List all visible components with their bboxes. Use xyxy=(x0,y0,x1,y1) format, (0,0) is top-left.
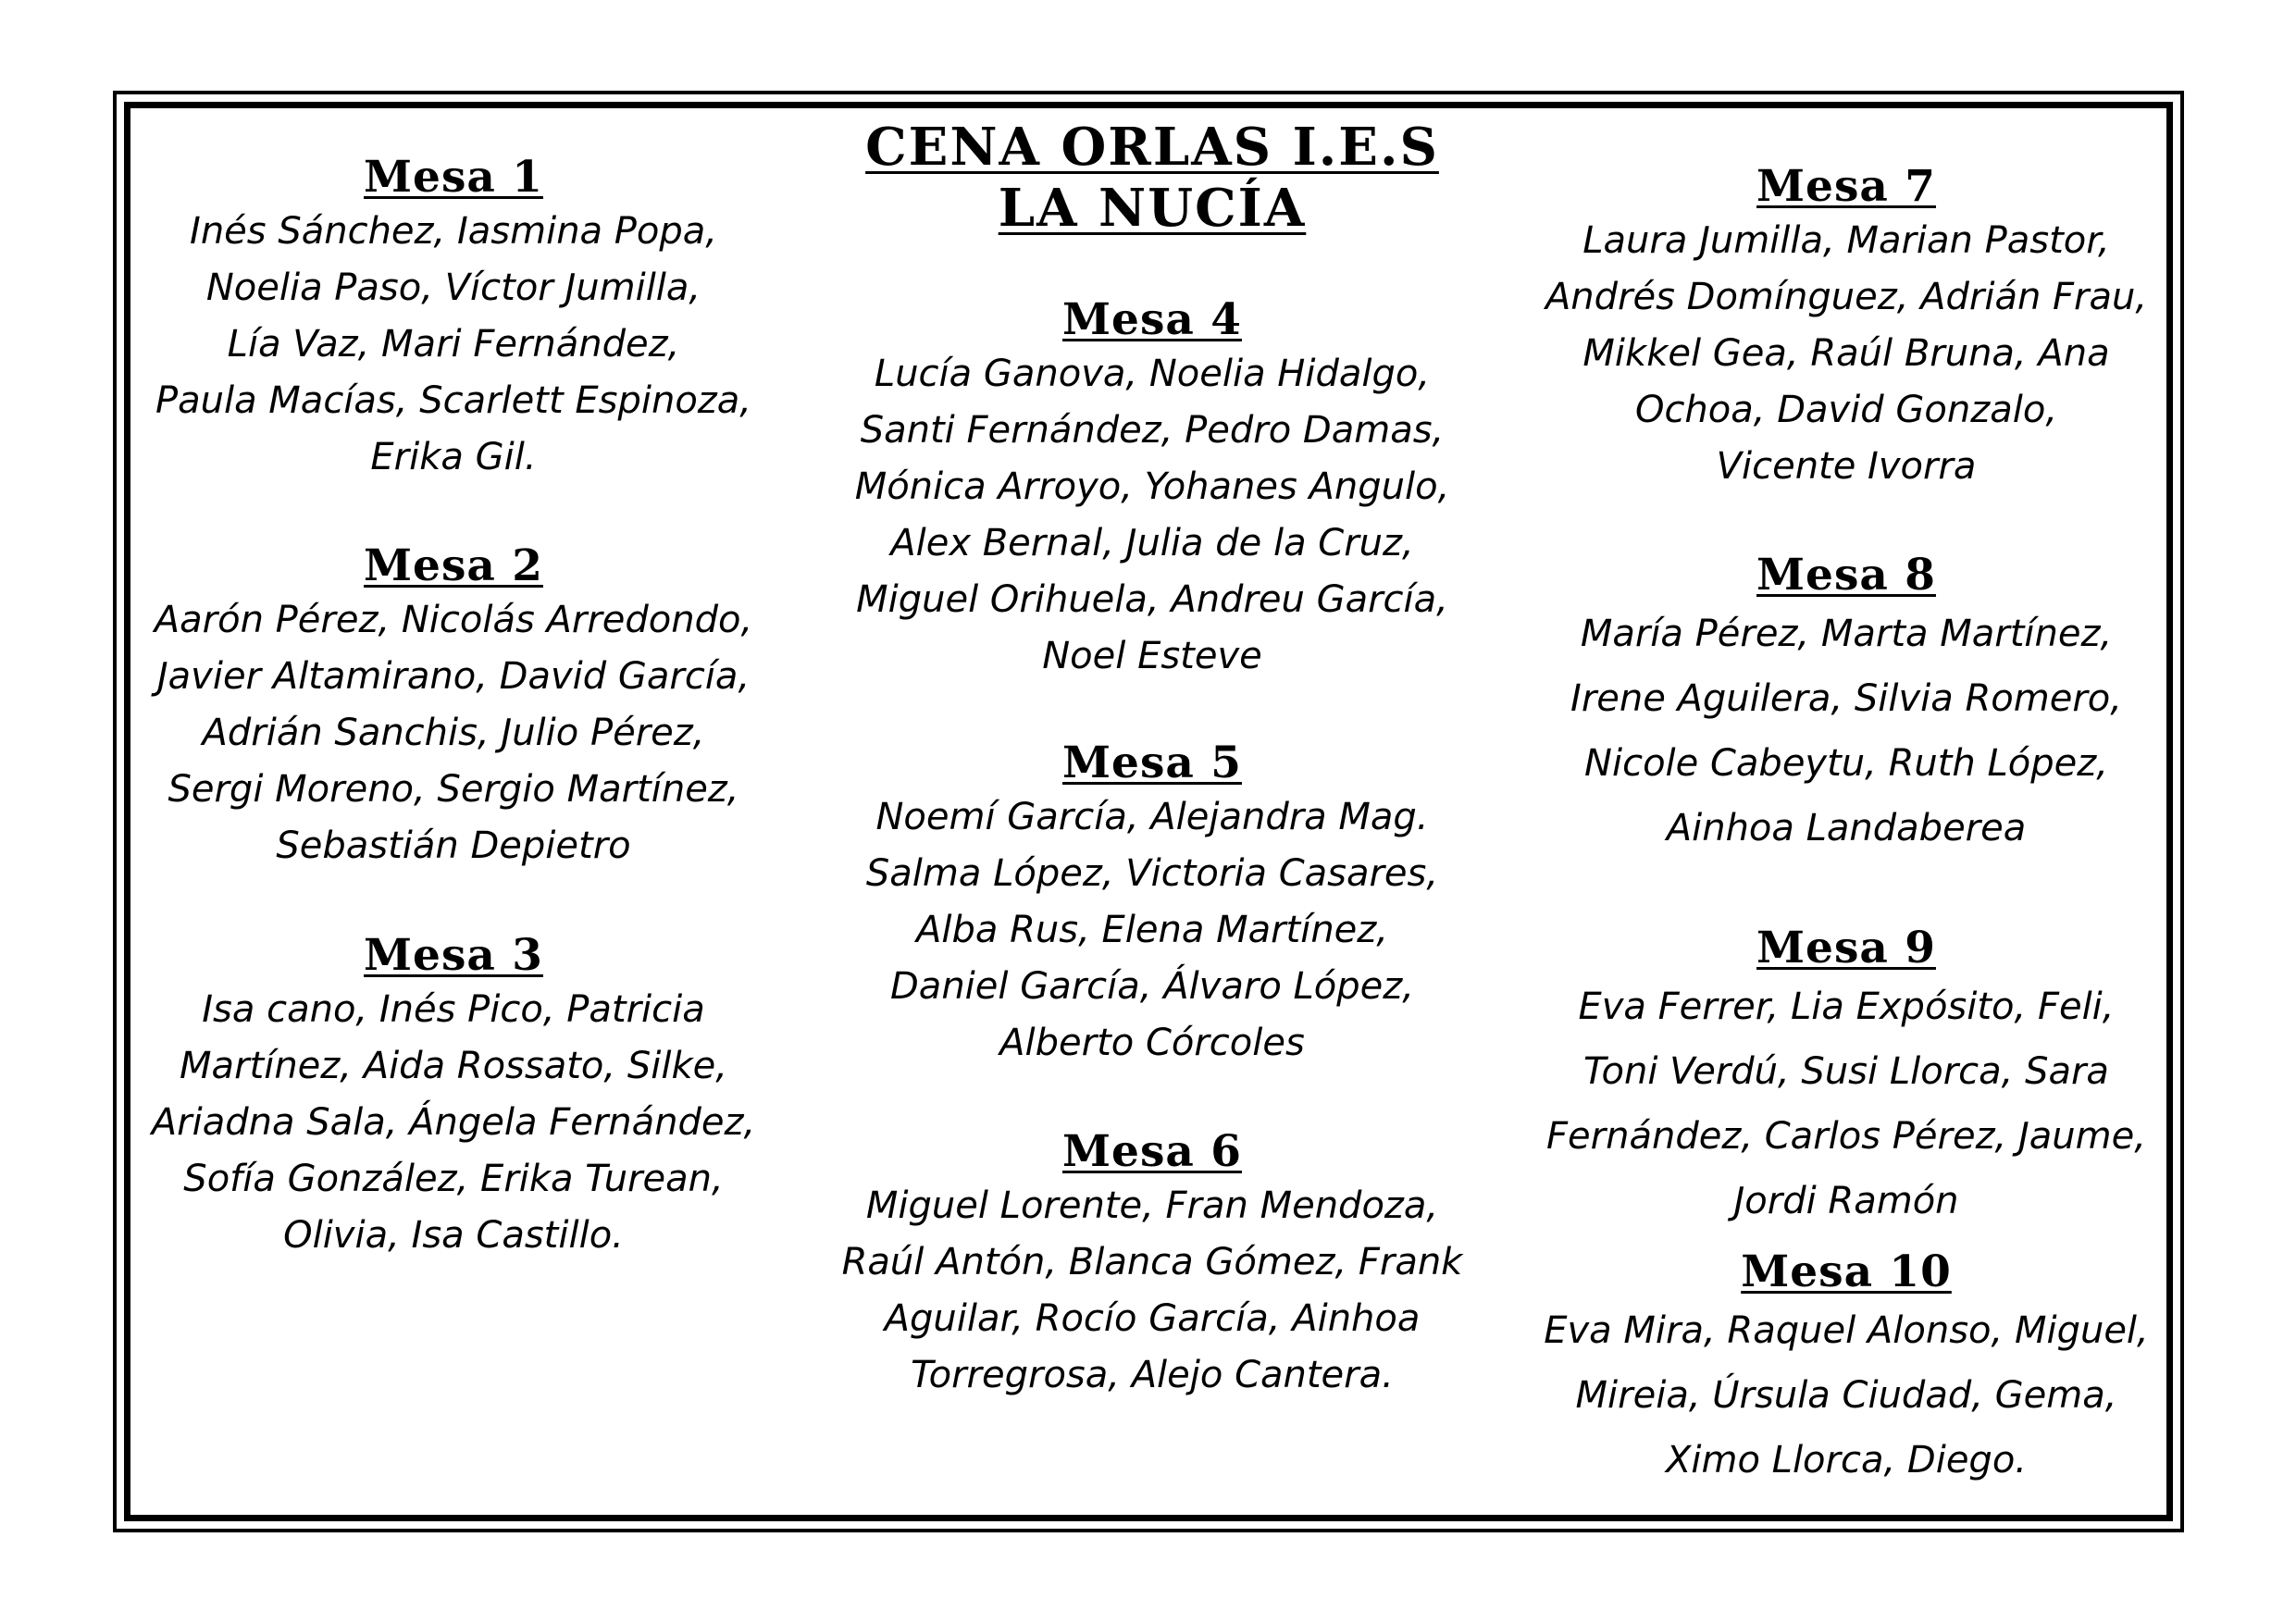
table-guests xyxy=(824,346,1481,685)
table-guests xyxy=(1527,974,2166,1233)
guest-line: Alba Rus, Elena Martínez, xyxy=(915,909,1389,951)
table-block-mesa-3 xyxy=(139,930,768,1264)
guest-line: Aarón Pérez, Nicolás Arredondo, xyxy=(154,599,753,641)
guest-line: Toni Verdú, Susi Llorca, Sara xyxy=(1583,1050,2109,1093)
guest-line: María Pérez, Marta Martínez, xyxy=(1580,613,2113,655)
guest-line: Sergi Moreno, Sergio Martínez, xyxy=(168,768,739,811)
guest-line: Lucía Ganova, Noelia Hidalgo, xyxy=(874,353,1431,395)
guest-line: Sebastián Depietro xyxy=(276,824,631,867)
table-guests xyxy=(139,982,768,1264)
table-title: Mesa 2 xyxy=(364,540,543,591)
table-title: Mesa 3 xyxy=(364,930,543,981)
guest-line: Ochoa, David Gonzalo, xyxy=(1634,389,2058,431)
table-title: Mesa 6 xyxy=(1062,1126,1242,1177)
guest-line: Ainhoa Landaberea xyxy=(1666,807,2027,849)
table-guests xyxy=(1527,213,2166,495)
guest-line: Miguel Orihuela, Andreu García, xyxy=(856,578,1448,621)
guest-line: Jordi Ramón xyxy=(1733,1180,1959,1222)
guest-line: Irene Aguilera, Silvia Romero, xyxy=(1570,677,2122,720)
table-block-mesa-1 xyxy=(139,152,768,486)
guest-line: Noelia Paso, Víctor Jumilla, xyxy=(205,267,701,309)
table-block-mesa-8 xyxy=(1527,550,2166,861)
guest-line: Fernández, Carlos Pérez, Jaume, xyxy=(1546,1115,2146,1158)
guest-line: Mikkel Gea, Raúl Bruna, Ana xyxy=(1582,332,2110,375)
guest-line: Torregrosa, Alejo Cantera. xyxy=(911,1354,1394,1396)
guest-line: Inés Sánchez, Iasmina Popa, xyxy=(190,210,717,253)
guest-line: Martínez, Aida Rossato, Silke, xyxy=(180,1045,727,1087)
table-guests xyxy=(1527,601,2166,861)
guest-line: Alberto Córcoles xyxy=(999,1022,1305,1064)
guest-line: Isa cano, Inés Pico, Patricia xyxy=(202,988,705,1031)
guest-line: Ximo Llorca, Diego. xyxy=(1665,1439,2028,1481)
page-title xyxy=(824,117,1481,239)
table-block-mesa-2 xyxy=(139,540,768,874)
guest-line: Daniel García, Álvaro López, xyxy=(890,965,1414,1008)
table-guests xyxy=(1527,1298,2166,1493)
guest-line: Sofía González, Erika Turean, xyxy=(183,1158,724,1200)
table-title: Mesa 9 xyxy=(1756,923,1936,973)
guest-line: Olivia, Isa Castillo. xyxy=(283,1214,624,1257)
guest-line: Eva Mira, Raquel Alonso, Miguel, xyxy=(1544,1309,2149,1352)
guest-line: Salma López, Victoria Casares, xyxy=(865,852,1439,895)
table-block-mesa-6 xyxy=(824,1126,1481,1404)
table-guests xyxy=(139,204,768,486)
guest-line: Erika Gil. xyxy=(370,436,537,478)
table-guests xyxy=(139,592,768,874)
table-block-mesa-7 xyxy=(1527,161,2166,495)
guest-line: Eva Ferrer, Lia Expósito, Feli, xyxy=(1578,986,2115,1028)
guest-line: Mireia, Úrsula Ciudad, Gema, xyxy=(1575,1374,2117,1417)
guest-line: Raúl Antón, Blanca Gómez, Frank xyxy=(841,1241,1463,1283)
guest-line: Alex Bernal, Julia de la Cruz, xyxy=(890,522,1414,564)
guest-line: Nicole Cabeytu, Ruth López, xyxy=(1584,742,2108,785)
guest-line: Adrián Sanchis, Julio Pérez, xyxy=(202,712,705,754)
table-block-mesa-9 xyxy=(1527,923,2166,1233)
guest-line: Aguilar, Rocío García, Ainhoa xyxy=(884,1297,1421,1340)
table-title: Mesa 10 xyxy=(1741,1246,1952,1297)
page-title-line-1: CENA ORLAS I.E.S xyxy=(865,117,1439,178)
guest-line: Laura Jumilla, Marian Pastor, xyxy=(1582,219,2110,262)
guest-line: Noel Esteve xyxy=(1042,635,1262,677)
table-title: Mesa 8 xyxy=(1756,550,1936,601)
guest-line: Mónica Arroyo, Yohanes Angulo, xyxy=(854,465,1450,508)
table-block-mesa-5 xyxy=(824,738,1481,1072)
table-title: Mesa 4 xyxy=(1062,294,1242,345)
table-title: Mesa 7 xyxy=(1756,161,1936,212)
guest-line: Noemí García, Alejandra Mag. xyxy=(875,796,1429,838)
table-guests xyxy=(824,789,1481,1072)
page-title-line-2: LA NUCÍA xyxy=(998,178,1307,239)
guest-line: Javier Altamirano, David García, xyxy=(156,655,751,698)
guest-line: Ariadna Sala, Ángela Fernández, xyxy=(151,1101,756,1144)
guest-line: Miguel Lorente, Fran Mendoza, xyxy=(865,1184,1439,1227)
guest-line: Andrés Domínguez, Adrián Frau, xyxy=(1545,276,2148,318)
guest-line: Paula Macías, Scarlett Espinoza, xyxy=(155,379,752,422)
table-block-mesa-4 xyxy=(824,294,1481,685)
guest-line: Lía Vaz, Mari Fernández, xyxy=(227,323,680,366)
table-block-mesa-10 xyxy=(1527,1246,2166,1493)
table-title: Mesa 1 xyxy=(364,152,543,203)
guest-line: Santi Fernández, Pedro Damas, xyxy=(860,409,1445,452)
table-title: Mesa 5 xyxy=(1062,738,1242,788)
guest-line: Vicente Ivorra xyxy=(1716,445,1977,488)
table-guests xyxy=(824,1178,1481,1404)
